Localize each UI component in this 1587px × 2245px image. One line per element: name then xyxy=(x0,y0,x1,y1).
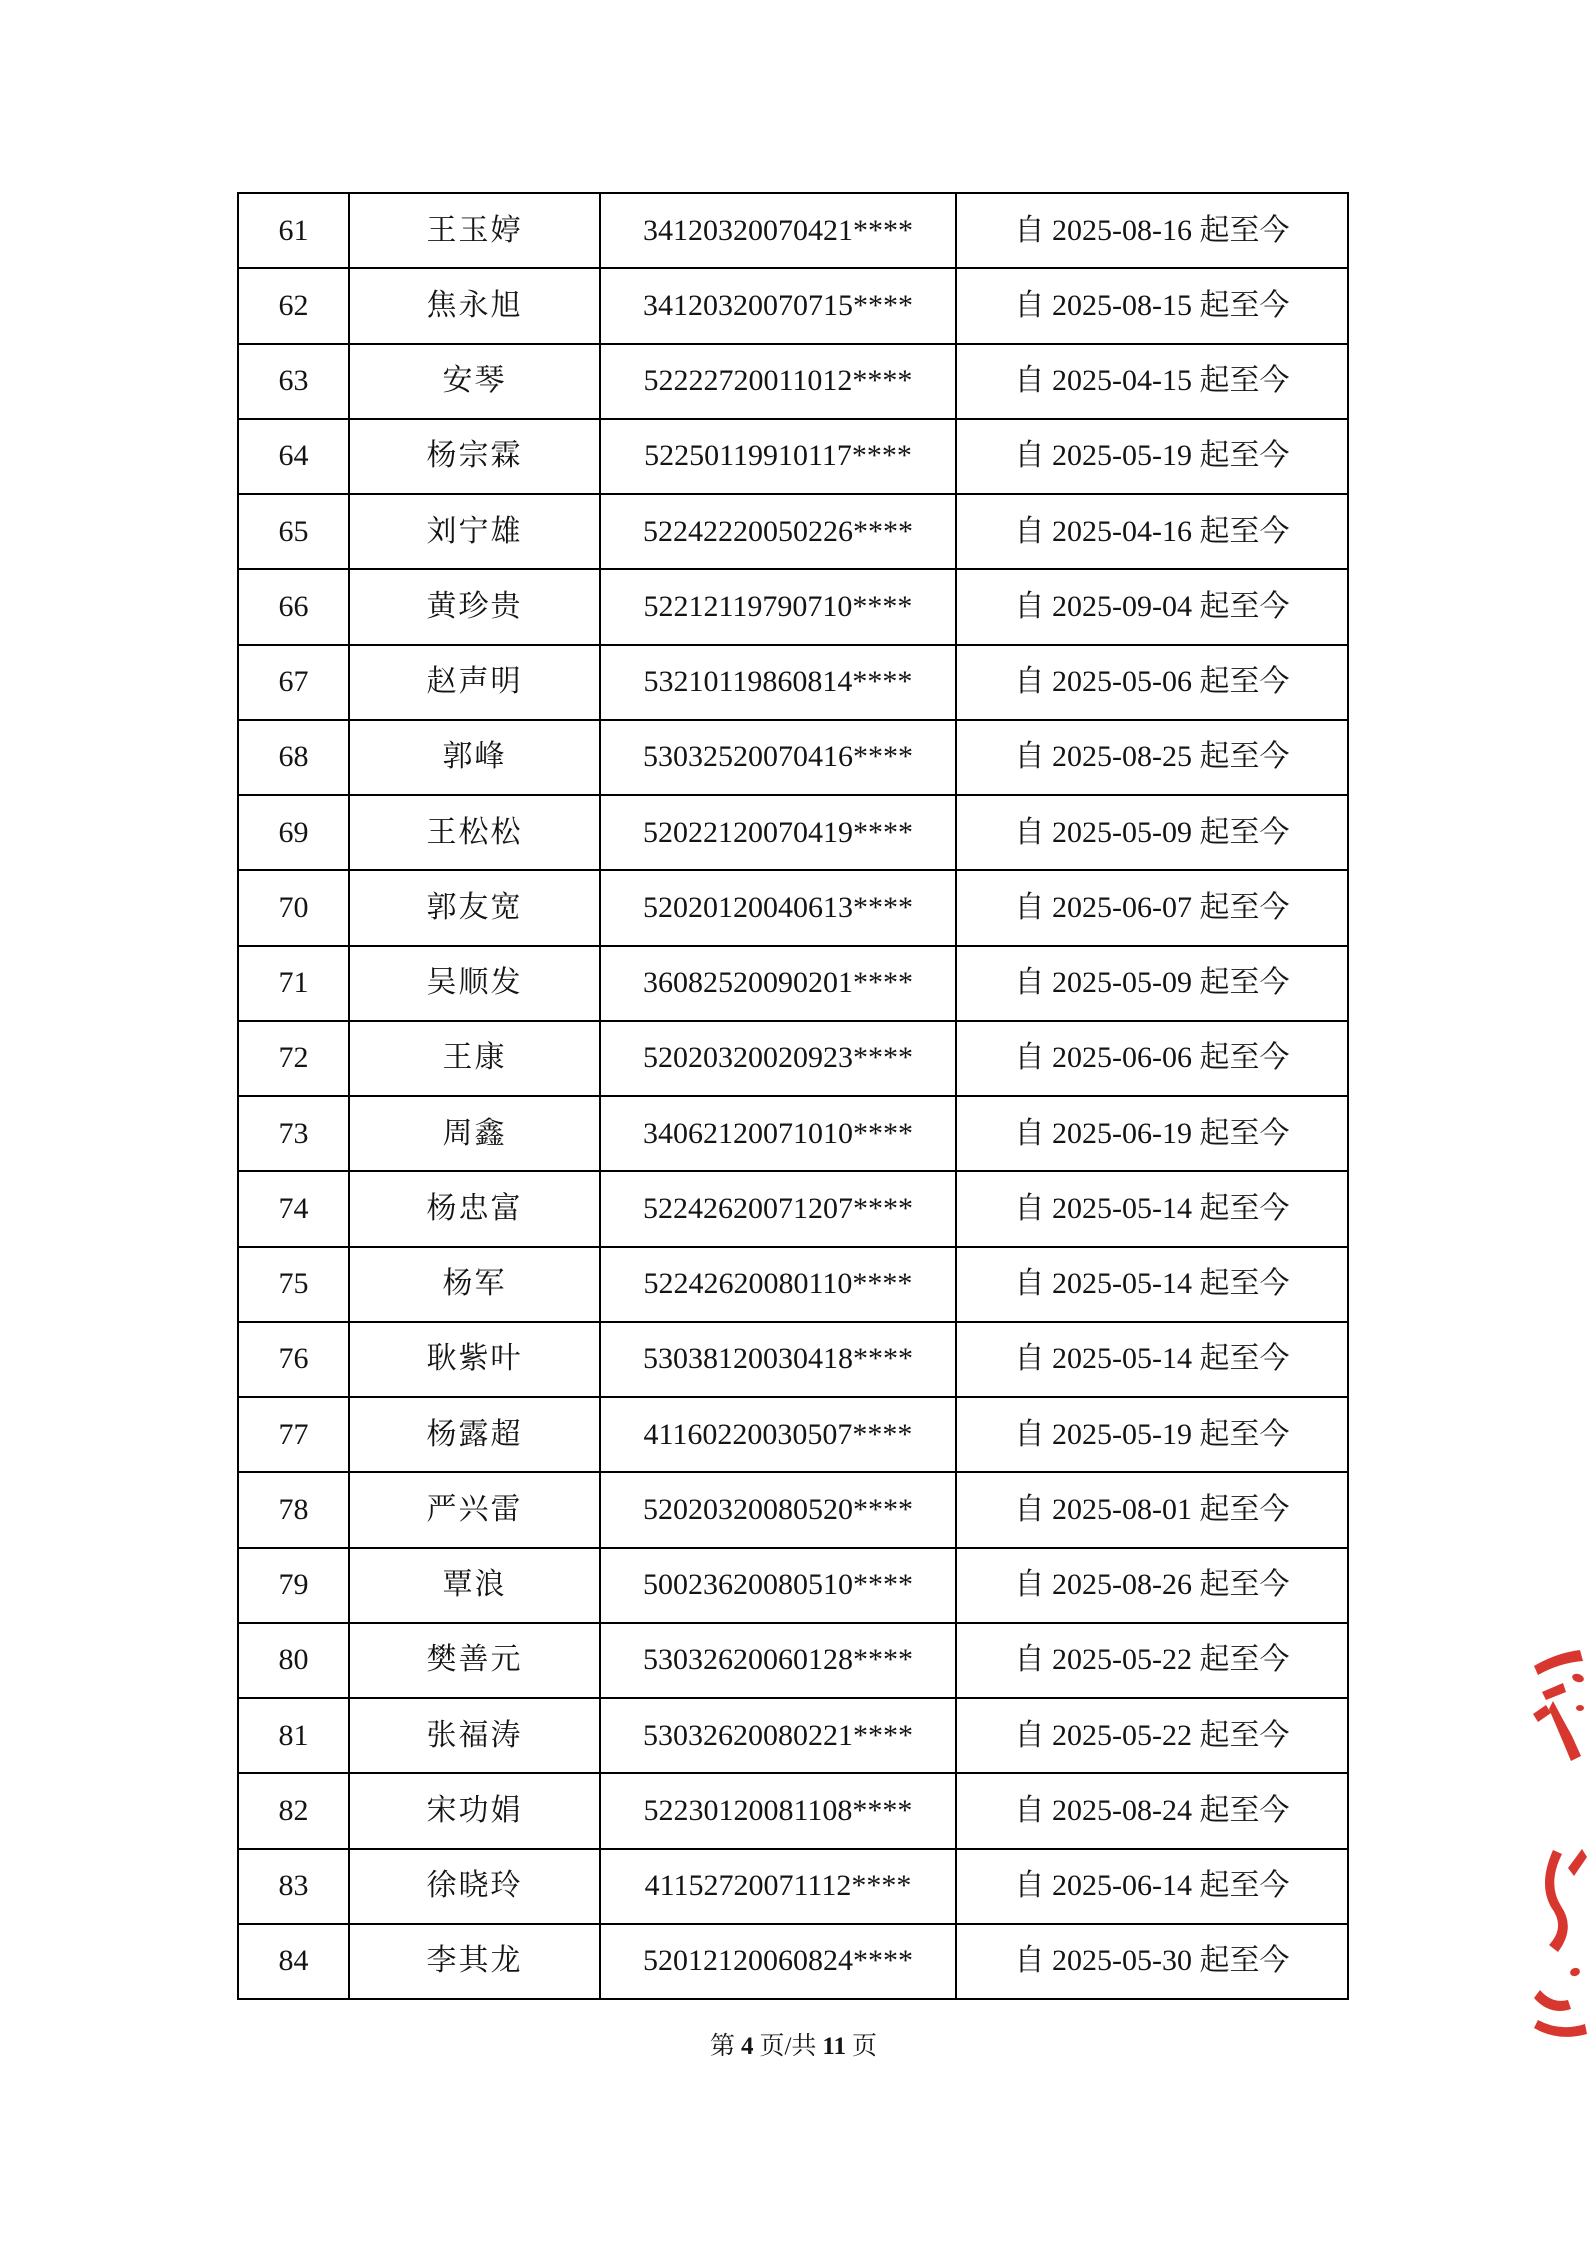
name-cell: 赵声明 xyxy=(349,645,600,720)
period-cell: 自 2025-05-30 起至今 xyxy=(956,1924,1348,1999)
name-cell: 徐晓玲 xyxy=(349,1849,600,1924)
name-cell: 樊善元 xyxy=(349,1623,600,1698)
name-cell: 杨忠富 xyxy=(349,1171,600,1246)
id-number-cell: 52250119910117**** xyxy=(600,419,956,494)
roster-table xyxy=(237,192,1349,2000)
table-row xyxy=(238,1623,1348,1698)
period-cell: 自 2025-05-06 起至今 xyxy=(956,645,1348,720)
id-number-cell: 53032620080221**** xyxy=(600,1698,956,1773)
id-number-cell: 52242620080110**** xyxy=(600,1247,956,1322)
row-number-cell: 62 xyxy=(238,268,349,343)
table-row xyxy=(238,1924,1348,1999)
row-number-cell: 67 xyxy=(238,645,349,720)
name-cell: 杨军 xyxy=(349,1247,600,1322)
row-number-cell: 65 xyxy=(238,494,349,569)
id-number-cell: 52242220050226**** xyxy=(600,494,956,569)
id-number-cell: 41152720071112**** xyxy=(600,1849,956,1924)
name-cell: 宋功娟 xyxy=(349,1773,600,1848)
table-row xyxy=(238,1021,1348,1096)
name-cell: 王康 xyxy=(349,1021,600,1096)
row-number-cell: 80 xyxy=(238,1623,349,1698)
table-row xyxy=(238,268,1348,343)
period-cell: 自 2025-08-25 起至今 xyxy=(956,720,1348,795)
name-cell: 杨露超 xyxy=(349,1397,600,1472)
id-number-cell: 52242620071207**** xyxy=(600,1171,956,1246)
row-number-cell: 71 xyxy=(238,946,349,1021)
table-row xyxy=(238,1472,1348,1547)
row-number-cell: 66 xyxy=(238,569,349,644)
row-number-cell: 74 xyxy=(238,1171,349,1246)
name-cell: 安琴 xyxy=(349,344,600,419)
row-number-cell: 69 xyxy=(238,795,349,870)
row-number-cell: 73 xyxy=(238,1096,349,1171)
period-cell: 自 2025-05-09 起至今 xyxy=(956,795,1348,870)
id-number-cell: 52012120060824**** xyxy=(600,1924,956,1999)
id-number-cell: 52222720011012**** xyxy=(600,344,956,419)
name-cell: 耿紫叶 xyxy=(349,1322,600,1397)
id-number-cell: 50023620080510**** xyxy=(600,1548,956,1623)
row-number-cell: 72 xyxy=(238,1021,349,1096)
table-row xyxy=(238,1773,1348,1848)
footer-middle: 页/共 xyxy=(759,2033,817,2060)
footer-suffix: 页 xyxy=(852,2033,878,2060)
period-cell: 自 2025-08-24 起至今 xyxy=(956,1773,1348,1848)
name-cell: 王松松 xyxy=(349,795,600,870)
row-number-cell: 77 xyxy=(238,1397,349,1472)
period-cell: 自 2025-06-14 起至今 xyxy=(956,1849,1348,1924)
id-number-cell: 52020120040613**** xyxy=(600,870,956,945)
table-row xyxy=(238,795,1348,870)
period-cell: 自 2025-05-22 起至今 xyxy=(956,1698,1348,1773)
footer-prefix: 第 xyxy=(709,2033,735,2060)
table-row xyxy=(238,870,1348,945)
period-cell: 自 2025-06-19 起至今 xyxy=(956,1096,1348,1171)
table-row xyxy=(238,1397,1348,1472)
row-number-cell: 83 xyxy=(238,1849,349,1924)
id-number-cell: 52020320080520**** xyxy=(600,1472,956,1547)
table-row xyxy=(238,1548,1348,1623)
period-cell: 自 2025-05-14 起至今 xyxy=(956,1171,1348,1246)
row-number-cell: 64 xyxy=(238,419,349,494)
id-number-cell: 41160220030507**** xyxy=(600,1397,956,1472)
period-cell: 自 2025-05-09 起至今 xyxy=(956,946,1348,1021)
id-number-cell: 52212119790710**** xyxy=(600,569,956,644)
row-number-cell: 84 xyxy=(238,1924,349,1999)
name-cell: 刘宁雄 xyxy=(349,494,600,569)
table-row xyxy=(238,344,1348,419)
name-cell: 张福涛 xyxy=(349,1698,600,1773)
period-cell: 自 2025-06-06 起至今 xyxy=(956,1021,1348,1096)
table-row xyxy=(238,1698,1348,1773)
row-number-cell: 82 xyxy=(238,1773,349,1848)
id-number-cell: 52020320020923**** xyxy=(600,1021,956,1096)
id-number-cell: 34062120071010**** xyxy=(600,1096,956,1171)
id-number-cell: 52022120070419**** xyxy=(600,795,956,870)
period-cell: 自 2025-08-15 起至今 xyxy=(956,268,1348,343)
table-row xyxy=(238,419,1348,494)
name-cell: 李其龙 xyxy=(349,1924,600,1999)
name-cell: 覃浪 xyxy=(349,1548,600,1623)
table-row xyxy=(238,946,1348,1021)
roster-table-body xyxy=(238,193,1348,1999)
row-number-cell: 78 xyxy=(238,1472,349,1547)
period-cell: 自 2025-05-14 起至今 xyxy=(956,1247,1348,1322)
row-number-cell: 68 xyxy=(238,720,349,795)
row-number-cell: 61 xyxy=(238,193,349,268)
name-cell: 郭友宽 xyxy=(349,870,600,945)
row-number-cell: 81 xyxy=(238,1698,349,1773)
row-number-cell: 79 xyxy=(238,1548,349,1623)
name-cell: 杨宗霖 xyxy=(349,419,600,494)
id-number-cell: 34120320070715**** xyxy=(600,268,956,343)
name-cell: 郭峰 xyxy=(349,720,600,795)
footer-total-pages: 11 xyxy=(822,2033,847,2060)
period-cell: 自 2025-05-19 起至今 xyxy=(956,419,1348,494)
period-cell: 自 2025-08-01 起至今 xyxy=(956,1472,1348,1547)
name-cell: 王玉婷 xyxy=(349,193,600,268)
period-cell: 自 2025-05-19 起至今 xyxy=(956,1397,1348,1472)
table-row xyxy=(238,720,1348,795)
period-cell: 自 2025-04-16 起至今 xyxy=(956,494,1348,569)
table-row xyxy=(238,193,1348,268)
period-cell: 自 2025-08-26 起至今 xyxy=(956,1548,1348,1623)
period-cell: 自 2025-08-16 起至今 xyxy=(956,193,1348,268)
id-number-cell: 36082520090201**** xyxy=(600,946,956,1021)
period-cell: 自 2025-05-22 起至今 xyxy=(956,1623,1348,1698)
table-row xyxy=(238,645,1348,720)
name-cell: 周鑫 xyxy=(349,1096,600,1171)
page-footer xyxy=(0,2026,1587,2062)
period-cell: 自 2025-05-14 起至今 xyxy=(956,1322,1348,1397)
table-row xyxy=(238,1849,1348,1924)
period-cell: 自 2025-04-15 起至今 xyxy=(956,344,1348,419)
red-seal-fragment-icon xyxy=(1528,1638,1587,2038)
period-cell: 自 2025-09-04 起至今 xyxy=(956,569,1348,644)
id-number-cell: 53210119860814**** xyxy=(600,645,956,720)
id-number-cell: 53038120030418**** xyxy=(600,1322,956,1397)
period-cell: 自 2025-06-07 起至今 xyxy=(956,870,1348,945)
row-number-cell: 70 xyxy=(238,870,349,945)
name-cell: 黄珍贵 xyxy=(349,569,600,644)
footer-page-number: 4 xyxy=(740,2033,754,2060)
row-number-cell: 75 xyxy=(238,1247,349,1322)
table-row xyxy=(238,1171,1348,1246)
name-cell: 严兴雷 xyxy=(349,1472,600,1547)
table-row xyxy=(238,1096,1348,1171)
table-row xyxy=(238,569,1348,644)
name-cell: 焦永旭 xyxy=(349,268,600,343)
id-number-cell: 53032620060128**** xyxy=(600,1623,956,1698)
table-row xyxy=(238,494,1348,569)
row-number-cell: 76 xyxy=(238,1322,349,1397)
id-number-cell: 52230120081108**** xyxy=(600,1773,956,1848)
name-cell: 吴顺发 xyxy=(349,946,600,1021)
id-number-cell: 53032520070416**** xyxy=(600,720,956,795)
table-row xyxy=(238,1247,1348,1322)
id-number-cell: 34120320070421**** xyxy=(600,193,956,268)
table-row xyxy=(238,1322,1348,1397)
row-number-cell: 63 xyxy=(238,344,349,419)
